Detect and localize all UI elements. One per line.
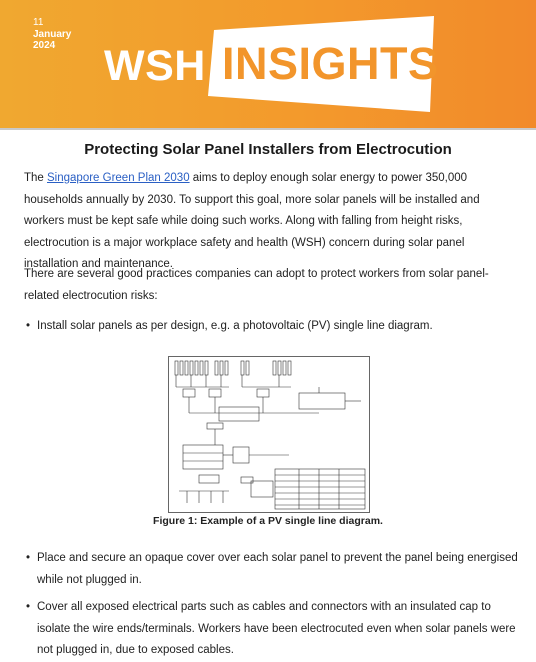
practices-intro-paragraph: There are several good practices companies can adopt to protect workers from solar panel-related electrocution risks:: [24, 268, 489, 302]
figure-caption: Figure 1: Example of a PV single line diagram.: [153, 515, 383, 527]
issue-date: [33, 17, 71, 52]
date-year: 2024: [33, 40, 56, 51]
bullet-text: Place and secure an opaque cover over each solar panel to prevent the panel being energised while not plugged in.: [37, 552, 518, 586]
date-month: January: [33, 28, 72, 40]
intro-rest: aims to deploy enough solar energy to power 350,000 households annually by 2030. To support this goal, more solar panels will be installed and workers must be kept safe while doing such works. Along with falling from height risks, electrocution is a major workplace safety and health (WSH) concern during solar panel installation and maintenance.: [24, 172, 480, 270]
intro-paragraph: [24, 168, 519, 276]
bullet-point-icon: •: [26, 601, 31, 613]
intro-prefix: The: [24, 172, 48, 184]
bullet-text: Cover all exposed electrical parts such as cables and connectors with an insulated cap to isolate the wire ends/terminals. Workers have been electrocuted even when solar panels were not plugged in, due to exposed cables.: [37, 601, 516, 656]
pv-single-line-diagram: [168, 356, 370, 513]
bullet-point-icon: •: [26, 320, 31, 332]
diagram-drawing: [169, 357, 369, 512]
date-day: 11: [33, 17, 44, 28]
bullet-point-icon: •: [26, 552, 31, 564]
header-banner: [0, 0, 536, 128]
green-plan-link[interactable]: Singapore Green Plan 2030: [47, 172, 190, 184]
article-title: Protecting Solar Panel Installers from Electrocution: [84, 141, 452, 158]
header-divider: [0, 128, 536, 130]
logo-insights-text: INSIGHTS: [222, 38, 439, 89]
bullet-text: Install solar panels as per design, e.g. a photovoltaic (PV) single line diagram.: [37, 320, 433, 332]
logo-wsh-text: WSH: [104, 42, 206, 90]
logo-insights-box: [208, 16, 439, 112]
